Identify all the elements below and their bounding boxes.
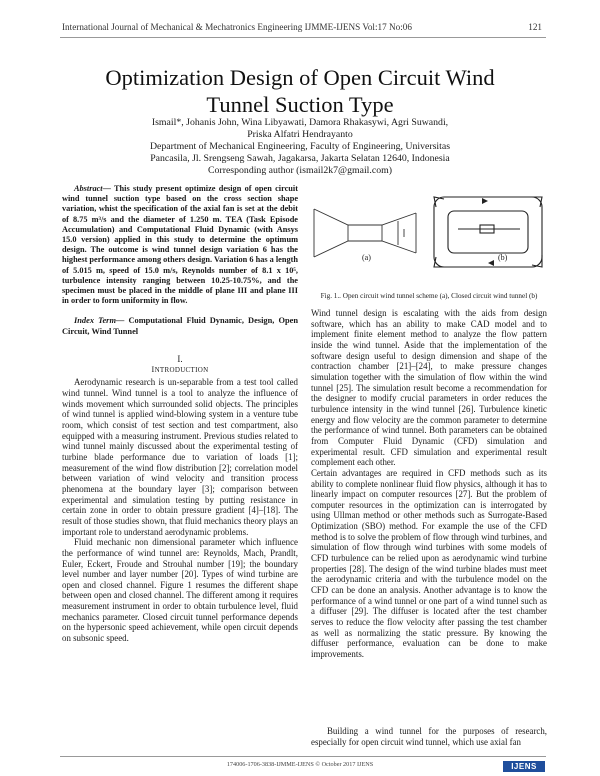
title-line-2: Tunnel Suction Type bbox=[206, 92, 394, 117]
figure-1 bbox=[312, 193, 548, 273]
right-column bbox=[311, 308, 547, 660]
journal-name: International Journal of Mechanical & Mechatronics Engineering IJMME-IJENS Vol:17 No:06 bbox=[62, 22, 412, 32]
running-header bbox=[62, 22, 542, 32]
abstract-text: This study present optimize design of open circuit wind tunnel suction type based on the cross section shape variation, whist the specification of the axial fan is set at the debit of 8.75 m³/s and the diameter of 1.250 m. TEA (Task Episode Accumulation) and Computational Fluid Dynamic (with Ansys 15.0 version) applied in this study to determine the optimum design. The outcome is wind tunnel design variation 6 has the highest performance among others design. Variation 6 has a length of 5.015 m, speed of 15.0 m/s, Reynolds number of 8.1 x 10⁵, turbulence intensity ranging between 10.25-10.75%, and the specimen must be placed in the middle of plane III and plane III in order to form uniformity in flow. bbox=[62, 184, 299, 306]
footer-rule bbox=[60, 756, 546, 757]
left-column bbox=[62, 184, 298, 644]
figure-label-a: (a) bbox=[362, 253, 371, 262]
intro-paragraph-2: Fluid mechanic non dimensional parameter which influence the performance of wind tunnel are: Reynolds, Mach, Prandlt, Euler, Eckert, Froude and Strouhal number [19]; the boundary level number and layer number [20]. Types of wind turbine are open and closed channel. Figure 1 resumes the different shape between open and closed channel. The different among it requires measurement instrument in order to obtain turbulence level, fluid mechanics parameter. Closed circuit tunnel performance depends on the hypersonic speed achievement, while open circuit depends on subsonic speed. bbox=[62, 537, 298, 644]
index-terms-lead: Index Term— bbox=[74, 316, 125, 326]
page-number: 121 bbox=[528, 22, 542, 32]
affiliation-line-2: Pancasila, Jl. Srengseng Sawah, Jagakarsa, Jakarta Selatan 12640, Indonesia bbox=[150, 153, 450, 164]
abstract bbox=[62, 184, 298, 306]
right-paragraph-3: Building a wind tunnel for the purposes of research, especially for open circuit wind tunnel, which use axial fan bbox=[311, 726, 547, 747]
header-rule bbox=[60, 37, 546, 38]
corresponding-author: Corresponding author (ismail2k7@gmail.com) bbox=[208, 165, 392, 176]
abstract-lead: Abstract— bbox=[74, 184, 111, 193]
index-terms bbox=[62, 316, 298, 337]
intro-paragraph-1: Aerodynamic research is un-separable from a test tool called wind tunnel. Wind tunnel is a tool to analyze the influence of winds movement which surrounded solid objects. The principles of wind tunnel is applied wind-blowing system in a venture tube room, which consist of test section and test compartment, also equipped with a measuring instrument. Previous studies related to wind tunnel mainly discussed about the experimental testing of turbine blade performance due to variation of loads [1]; measurement of the wind flow distribution [2]; correlation model between variation of wind velocity and transition process phenomena at the boundary layer [3]; comparison between experimental and simulation testing by putting resistance in certain zone in order to obtain pressure gradient [4]–[18]. The result of those studies shown, that fluid mechanics theory plays an important role to understand aerodynamic problems. bbox=[62, 377, 298, 537]
index-terms-text: Computational Fluid Dynamic, Design, Open Circuit, Wind Tunnel bbox=[62, 316, 298, 336]
section-title-first: I bbox=[151, 364, 155, 374]
right-paragraph-1: Wind tunnel design is escalating with the aids from design software, which has an ability to make CAD model and to implement finite element method to analyze the flow pattern inside the wind tunnel. Aside that the implementation of the software design useful to design dimension and shape of the contraction chamber [21]–[24], to make pressure changes simulation together with the simulation of flow within the wind tunnel [25]. The simulation result become a recommendation for the designer to modify crucial parameters in order reduces the turbulence intensity in the wind tunnel [26]. Turbulence kinetic energy and flow velocity are the common parameter to determine the performance of wind tunnel. Both parameters can be obtained from Computer Fluid Dynamic (CFD) simulation and experimental result. CFD simulation and experimental result complement each other. bbox=[311, 308, 547, 468]
paper-title bbox=[40, 64, 560, 118]
authors-line-2: Priska Alfatri Hendrayanto bbox=[247, 129, 353, 140]
affiliation-line-1: Department of Mechanical Engineering, Faculty of Engineering, Universitas bbox=[149, 141, 451, 152]
ijens-logo: IJENS bbox=[503, 761, 545, 772]
authors-line-1: Ismail*, Johanis John, Wina Libyawati, Damora Rhakasywi, Agri Suwandi, bbox=[151, 117, 449, 128]
closed-circuit-diagram bbox=[428, 193, 548, 271]
section-title-rest: NTRODUCTION bbox=[154, 365, 209, 374]
footer-text: 174006-1706-3838-IJMME-IJENS © October 2017 IJENS bbox=[226, 761, 374, 768]
title-line-1: Optimization Design of Open Circuit Wind bbox=[105, 65, 495, 90]
figure-caption: Fig. 1.. Open circuit wind tunnel scheme (a), Closed circuit wind tunnel (b) bbox=[320, 292, 538, 300]
section-title bbox=[62, 365, 298, 376]
author-block bbox=[60, 117, 540, 177]
right-paragraph-2: Certain advantages are required in CFD methods such as its ability to complete nonlinear fluid flow physics, although it has to linearly impact on computer resources [27]. But the problem of computer resources in the optimization can is interrogated by using Ullman method or other methods such as Surrogate-Based Optimization (SBO) method. For example the use of the CFD method is to solve the problem of flow through wind turbines, and simulation of flow through wind turbines with some models of CFD turbulence can be relied upon as aerodynamic wind turbine properties [28]. The design of the wind turbine blades must meet the aerodynamic criteria and with the turbulence model on the CFD can be done an analysis. Another advantage is to know the performance of a wind tunnel or one part of a wind tunnel such as a diffuser [29]. The diffuser is located after the test chamber serves to reduce the flow velocity after passing the test chamber as well as normalizing the static pressure. By knowing the diffuser performance, evaluation can be done to make improvements. bbox=[311, 467, 547, 659]
section-number: I. bbox=[177, 354, 183, 365]
figure-label-b: (b) bbox=[498, 253, 508, 262]
